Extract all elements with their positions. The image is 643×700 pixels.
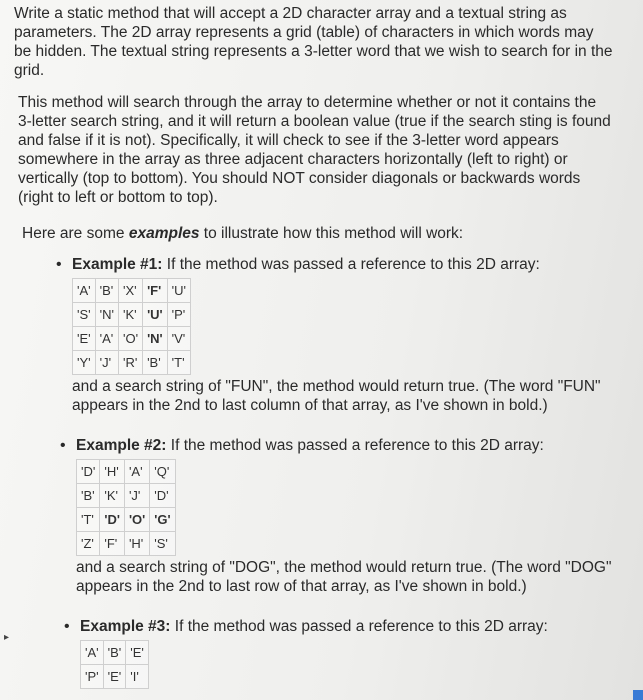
method-description-paragraph: This method will search through the array to determine whether or not it contains the 3-letter search string, and it will return a boolean value (true if the search sting is found and false if it is not). Specifically, it will check to see if the 3-letter word appears somewhere in the array as three adjacent characters horizontally (left to right) or vertically (top to bottom). You should NOT consider diagonals or backwards words (right to left or bottom to top). — [18, 94, 611, 206]
table-row — [81, 665, 149, 689]
table-row — [77, 484, 176, 508]
grid-cell-bold: 'F' — [143, 279, 168, 303]
grid-cell: 'A' — [95, 327, 118, 351]
grid-cell: 'J' — [124, 484, 149, 508]
grid-cell: 'E' — [103, 665, 126, 689]
example-2-footer: and a search string of "DOG", the method would return true. (The word "DOG" appears in the 2nd to last row of that array, as I've shown in bold.) — [76, 559, 612, 595]
example-3-label: Example #3: — [80, 618, 171, 635]
example-2-grid — [76, 459, 176, 556]
grid-cell: 'F' — [100, 532, 125, 556]
table-row — [77, 508, 176, 532]
grid-cell: 'A' — [73, 279, 96, 303]
grid-cell: 'N' — [95, 303, 118, 327]
corner-marker-icon — [633, 690, 643, 700]
grid-cell: 'A' — [124, 460, 149, 484]
example-1 — [56, 255, 616, 415]
grid-cell-bold: 'U' — [143, 303, 168, 327]
example-1-heading — [72, 255, 616, 274]
bullet-icon: • — [56, 256, 62, 273]
grid-cell: 'T' — [77, 508, 100, 532]
grid-cell: 'H' — [100, 460, 125, 484]
grid-cell: 'Q' — [150, 460, 175, 484]
grid-cell: 'B' — [77, 484, 100, 508]
example-2 — [60, 436, 620, 596]
table-row — [73, 303, 191, 327]
grid-cell: 'S' — [150, 532, 175, 556]
grid-cell: 'P' — [81, 665, 104, 689]
grid-cell: 'A' — [81, 641, 104, 665]
example-1-grid — [72, 278, 191, 375]
examples-intro-pre: Here are some — [22, 225, 129, 242]
grid-cell: 'E' — [73, 327, 96, 351]
table-row — [77, 532, 176, 556]
examples-intro-post: to illustrate how this method will work: — [199, 225, 464, 242]
example-2-heading — [76, 436, 620, 455]
example-1-label: Example #1: — [72, 256, 163, 273]
example-1-intro: If the method was passed a reference to this 2D array: — [162, 256, 540, 273]
grid-cell: 'X' — [119, 279, 143, 303]
example-3-grid — [80, 640, 149, 689]
grid-cell: 'K' — [119, 303, 143, 327]
grid-cell-bold: 'O' — [124, 508, 149, 532]
example-3-heading — [80, 617, 624, 636]
grid-cell: 'B' — [103, 641, 126, 665]
grid-cell: 'D' — [150, 484, 175, 508]
table-row — [73, 351, 191, 375]
grid-cell: 'T' — [167, 351, 190, 375]
grid-cell: 'O' — [119, 327, 143, 351]
grid-cell: 'U' — [167, 279, 190, 303]
examples-intro-emphasis: examples — [128, 225, 200, 242]
grid-cell-bold: 'D' — [100, 508, 125, 532]
grid-cell-bold: 'N' — [143, 327, 168, 351]
grid-cell: 'V' — [167, 327, 190, 351]
table-row — [73, 279, 191, 303]
grid-cell: 'H' — [124, 532, 149, 556]
grid-cell: 'P' — [167, 303, 190, 327]
grid-cell: 'D' — [77, 460, 100, 484]
example-3 — [64, 617, 624, 689]
grid-cell: 'J' — [95, 351, 118, 375]
table-row — [81, 641, 149, 665]
table-row — [73, 327, 191, 351]
grid-cell: 'Y' — [73, 351, 96, 375]
example-2-label: Example #2: — [76, 437, 167, 454]
bullet-icon: • — [60, 437, 66, 454]
grid-cell: 'E' — [126, 641, 149, 665]
grid-cell: 'S' — [73, 303, 96, 327]
examples-intro — [22, 224, 622, 243]
grid-cell: 'K' — [100, 484, 125, 508]
example-2-intro: If the method was passed a reference to this 2D array: — [166, 437, 544, 454]
example-3-intro: If the method was passed a reference to this 2D array: — [170, 618, 548, 635]
grid-cell-bold: 'G' — [150, 508, 175, 532]
grid-cell: 'I' — [126, 665, 149, 689]
intro-paragraph: Write a static method that will accept a 2D character array and a textual string as parameters. The 2D array represents a grid (table) of characters in which words may be hidden. The textual string represents a 3-letter word that we wish to search for in the grid. — [14, 5, 613, 79]
grid-cell: 'Z' — [77, 532, 100, 556]
grid-cell: 'R' — [119, 351, 143, 375]
example-1-footer: and a search string of "FUN", the method would return true. (The word "FUN" appears in the 2nd to last column of that array, as I've shown in bold.) — [72, 378, 601, 414]
edge-arrow-icon: ▸ — [4, 632, 10, 643]
grid-cell: 'B' — [95, 279, 118, 303]
bullet-icon: • — [64, 618, 70, 635]
grid-cell: 'B' — [143, 351, 168, 375]
table-row — [77, 460, 176, 484]
